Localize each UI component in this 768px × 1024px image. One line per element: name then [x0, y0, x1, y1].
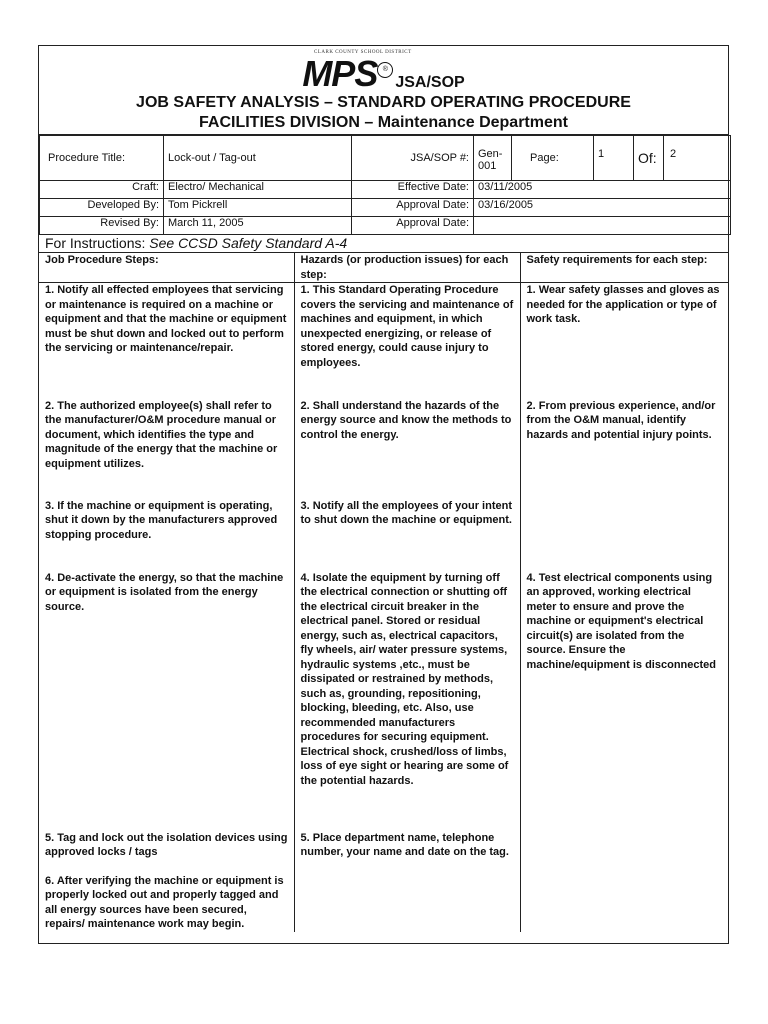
document-header — [39, 46, 728, 135]
craft-label: Craft: — [40, 181, 164, 199]
table-row — [39, 571, 728, 831]
info-table — [39, 135, 731, 235]
page-label: Page: — [512, 136, 594, 181]
of-cell — [634, 136, 731, 181]
column-header-steps: Job Procedure Steps: — [39, 253, 294, 283]
table-row — [39, 399, 728, 499]
safety-text: 1. Wear safety glasses and gloves as needed for the application or type of work task. — [526, 284, 720, 325]
page-value: 1 — [594, 136, 634, 181]
seal-icon: ® — [377, 62, 393, 78]
revised-by-value: March 11, 2005 — [164, 217, 352, 235]
of-label: Of: — [634, 136, 664, 180]
revised-by-label: Revised By: — [40, 217, 164, 235]
procedure-title-value: Lock-out / Tag-out — [164, 136, 352, 181]
approval-date2-value — [474, 217, 731, 235]
logo-text: MPS — [302, 53, 378, 94]
developed-by-value: Tom Pickrell — [164, 199, 352, 217]
table-row — [39, 499, 728, 571]
step-text: 2. The authorized employee(s) shall refer to the manufacturer/O&M procedure manual or document, which identifies the type and magnitude of the energy that the machine or equipment utilizes. — [45, 399, 278, 470]
approval-date2-label: Approval Date: — [352, 217, 474, 235]
jsa-sop-label: JSA/SOP #: — [352, 136, 474, 181]
district-name-small: CLARK COUNTY SCHOOL DISTRICT — [314, 50, 412, 55]
table-header-row — [39, 253, 728, 283]
effective-date-value: 03/11/2005 — [474, 181, 731, 199]
instructions-value: See CCSD Safety Standard A-4 — [149, 235, 348, 251]
table-row — [39, 283, 728, 399]
page-subtitle: FACILITIES DIVISION – Maintenance Department — [199, 114, 568, 131]
approval-date-value: 03/16/2005 — [474, 199, 731, 217]
step-text: 3. If the machine or equipment is operating, shut it down by the manufacturers approved stopping procedure. — [45, 499, 278, 541]
page-title: JOB SAFETY ANALYSIS – STANDARD OPERATING PROCEDURE — [136, 94, 631, 111]
column-header-safety: Safety requirements for each step: — [520, 253, 728, 283]
step-text: 1. Notify all effected employees that servicing or maintenance is required on a machine or equipment and that the machine or equipment must be shut down and locked out to perform the servicing or maintenance/repair. — [45, 284, 287, 354]
hazard-text: 2. Shall understand the hazards of the energy source and know the methods to control the energy. — [300, 399, 512, 441]
procedure-table — [39, 253, 728, 932]
instructions-label: For Instructions: — [45, 235, 146, 251]
hazard-text: 5. Place department name, telephone number, your name and date on the tag. — [300, 831, 509, 858]
procedure-title-label: Procedure Title: — [40, 136, 164, 181]
doc-type: JSA/SOP — [395, 74, 465, 91]
developed-by-label: Developed By: — [40, 199, 164, 217]
safety-text: 2. From previous experience, and/or from the O&M manual, identify hazards and potential injury points. — [526, 399, 716, 441]
jsa-sop-value: Gen-001 — [474, 136, 512, 181]
jsa-sop-document — [38, 45, 729, 944]
column-header-hazards: Hazards (or production issues) for each step: — [294, 253, 520, 283]
step-text: 4. De-activate the energy, so that the machine or equipment is isolated from the energy source. — [45, 571, 284, 613]
hazard-text: 3. Notify all the employees of your intent to shut down the machine or equipment. — [300, 499, 512, 526]
table-row — [39, 831, 728, 932]
hazard-text: 1. This Standard Operating Procedure covers the servicing and maintenance of machines and equipment, in which unexpected energizing, or release of stored energy, could cause injury to employees. — [300, 284, 514, 369]
of-value: 2 — [670, 148, 677, 160]
effective-date-label: Effective Date: — [352, 181, 474, 199]
instructions-row — [39, 235, 728, 253]
safety-text: 4. Test electrical components using an approved, working electrical meter to ensure and prove the machine or equipment's electrical circuit(s) are isolated from the source. Ensure the machine/equipment is disconnected — [526, 571, 716, 671]
logo — [39, 53, 728, 94]
approval-date-label: Approval Date: — [352, 199, 474, 217]
craft-value: Electro/ Mechanical — [164, 181, 352, 199]
hazard-text: 4. Isolate the equipment by turning off the electrical connection or shutting off the electrical circuit breaker in the electrical panel. Stored or residual energy, such as, electrical capacitors, fly wheels, air/ water pressure systems, hydraulic systems ,etc., must be dissipated or restrained by methods, such as, grounding, repositioning, blocking, bleeding, etc. Also, use recommended manufacturers procedures for securing equipment. Electrical shock, crushed/loss of limbs, loss of eye sight or hearing are some of the potential hazards. — [300, 571, 509, 787]
step-text: 5. Tag and lock out the isolation devices using approved locks / tags — [45, 831, 288, 858]
step-text: 6. After verifying the machine or equipment is properly locked out and properly tagged and all energy sources have been secured, repairs/ maintenance work may begin. — [45, 874, 284, 930]
